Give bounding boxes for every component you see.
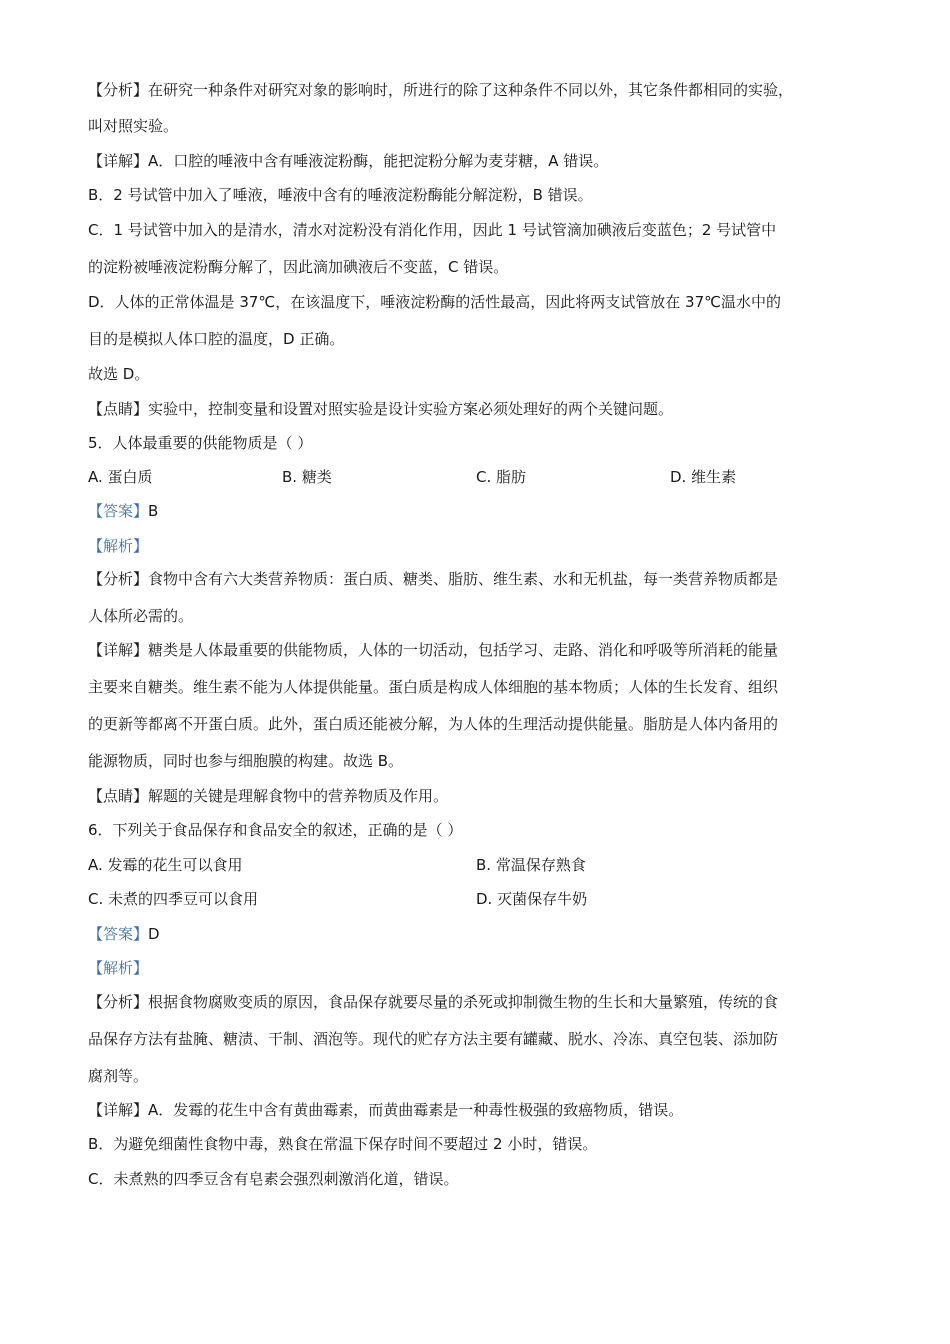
q4-detail-c-line-2: 的淀粉被唾液淀粉酶分解了，因此滴加碘液后不变蓝，C 错误。 — [88, 258, 509, 276]
q5-option-b: B. 糖类 — [282, 468, 332, 486]
q5-answer-line — [88, 501, 158, 521]
q6-analysis-line-2: 品保存方法有盐腌、糖渍、干制、酒泡等。现代的贮存方法主要有罐藏、脱水、冷冻、真空包装、添加防 — [88, 1030, 779, 1048]
q6-detail-a: 【详解】A．发霉的花生中含有黄曲霉素，而黄曲霉素是一种毒性极强的致癌物质，错误。 — [88, 1101, 684, 1119]
q5-question: 5．人体最重要的供能物质是（ ） — [88, 434, 313, 452]
q5-explain-tag: 【解析】 — [88, 537, 149, 555]
q6-options-row-1 — [88, 855, 878, 875]
q5-option-a: A. 蛋白质 — [88, 468, 153, 486]
q6-detail-c: C．未煮熟的四季豆含有皂素会强烈刺激消化道，错误。 — [88, 1170, 459, 1188]
q6-options-row-2 — [88, 889, 878, 909]
q6-option-d: D. 灭菌保存牛奶 — [476, 890, 588, 908]
q6-answer: D — [148, 925, 160, 943]
q6-option-b: B. 常温保存熟食 — [476, 856, 586, 874]
q6-analysis-line-3: 腐剂等。 — [88, 1067, 149, 1085]
q6-analysis-line-1: 【分析】根据食物腐败变质的原因，食品保存就要尽量的杀死或抑制微生物的生长和大量繁殖，传统的食 — [88, 993, 779, 1011]
q4-detail-d-line-1: D．人体的正常体温是 37℃，在该温度下，唾液淀粉酶的活性最高，因此将两支试管放在 37℃温水中的 — [88, 293, 781, 311]
q5-detail-line-4: 能源物质，同时也参与细胞膜的构建。故选 B。 — [88, 752, 404, 770]
q6-option-a: A. 发霉的花生可以食用 — [88, 856, 243, 874]
q4-comment: 【点睛】实验中，控制变量和设置对照实验是设计实验方案必须处理好的两个关键问题。 — [88, 400, 674, 418]
q5-answer-tag: 【答案】 — [88, 502, 149, 520]
q4-analysis-line-2: 叫对照实验。 — [88, 117, 179, 135]
q5-detail-line-2: 主要来自糖类。维生素不能为人体提供能量。蛋白质是构成人体细胞的基本物质；人体的生长发育、组织 — [88, 678, 779, 696]
q6-answer-tag: 【答案】 — [88, 925, 149, 943]
q4-detail-b: B．2 号试管中加入了唾液，唾液中含有的唾液淀粉酶能分解淀粉，B 错误。 — [88, 186, 593, 204]
q4-choose: 故选 D。 — [88, 365, 150, 383]
q5-option-c: C. 脂肪 — [476, 468, 527, 486]
q6-explain-tag: 【解析】 — [88, 959, 149, 977]
q6-option-c: C. 未煮的四季豆可以食用 — [88, 890, 259, 908]
q6-answer-line — [88, 924, 160, 944]
q6-detail-b: B．为避免细菌性食物中毒，熟食在常温下保存时间不要超过 2 小时，错误。 — [88, 1135, 598, 1153]
q5-answer: B — [148, 502, 159, 520]
q5-detail-line-3: 的更新等都离不开蛋白质。此外，蛋白质还能被分解，为人体的生理活动提供能量。脂肪是人体内备用的 — [88, 715, 779, 733]
q6-question: 6．下列关于食品保存和食品安全的叙述，正确的是（ ） — [88, 821, 463, 839]
q4-detail-a: 【详解】A．口腔的唾液中含有唾液淀粉酶，能把淀粉分解为麦芽糖，A 错误。 — [88, 152, 609, 170]
q4-detail-c-line-1: C．1 号试管中加入的是清水，清水对淀粉没有消化作用，因此 1 号试管滴加碘液后变蓝色；2 号试管中 — [88, 221, 777, 239]
q5-options — [88, 467, 878, 487]
q5-option-d: D. 维生素 — [670, 468, 737, 486]
q5-detail-line-1: 【详解】糖类是人体最重要的供能物质，人体的一切活动，包括学习、走路、消化和呼吸等所消耗的能量 — [88, 641, 779, 659]
q4-analysis-line-1: 【分析】在研究一种条件对研究对象的影响时，所进行的除了这种条件不同以外，其它条件都相同的实验， — [88, 81, 794, 99]
q5-analysis-line-1: 【分析】食物中含有六大类营养物质：蛋白质、糖类、脂肪、维生素、水和无机盐，每一类营养物质都是 — [88, 570, 779, 588]
q5-analysis-line-2: 人体所必需的。 — [88, 607, 194, 625]
q4-detail-d-line-2: 目的是模拟人体口腔的温度，D 正确。 — [88, 330, 345, 348]
q5-comment: 【点睛】解题的关键是理解食物中的营养物质及作用。 — [88, 787, 449, 805]
